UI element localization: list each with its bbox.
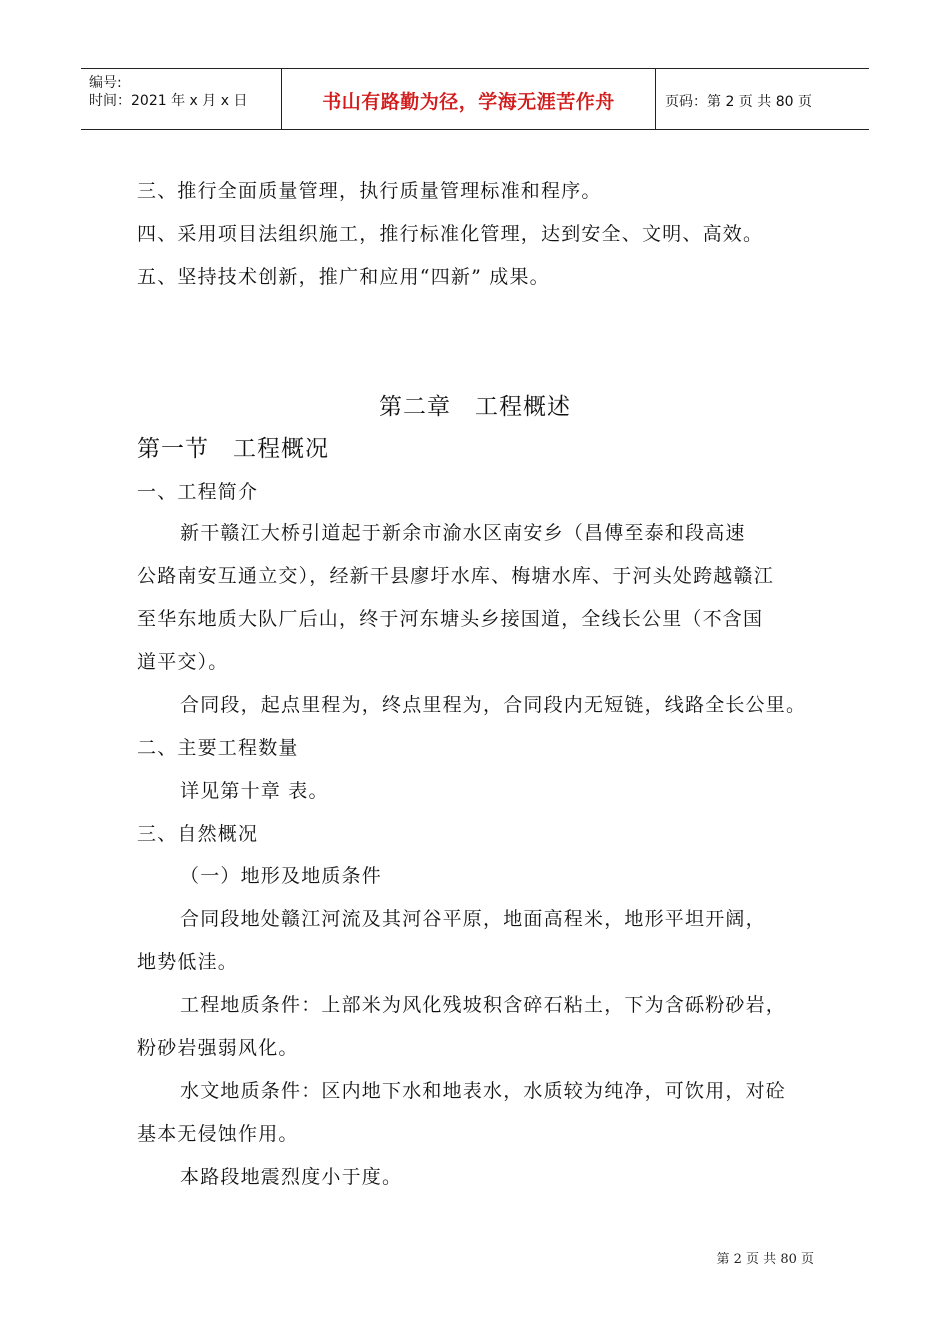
paragraph-line: 本路段地震烈度小于度。 xyxy=(180,1166,403,1188)
header-motto-cell xyxy=(281,69,656,129)
page-footer: 第 2 页 共 80 页 xyxy=(716,1252,814,1267)
document-header xyxy=(81,68,869,130)
paragraph-line: 地势低洼。 xyxy=(137,951,239,973)
heading-project-intro: 一、工程简介 xyxy=(137,481,259,503)
paragraph-line: 合同段，起点里程为，终点里程为，合同段内无短链，线路全长公里。 xyxy=(180,694,807,716)
intro-item: 三、推行全面质量管理，执行质量管理标准和程序。 xyxy=(137,180,602,202)
header-motto: 书山有路勤为径，学海无涯苦作舟 xyxy=(322,91,615,113)
paragraph-line: 工程地质条件：上部米为风化残坡积含碎石粘土，下为含砾粉砂岩， xyxy=(180,994,787,1016)
paragraph-line: 合同段地处赣江河流及其河谷平原，地面高程米，地形平坦开阔， xyxy=(180,908,766,930)
intro-item: 四、采用项目法组织施工，推行标准化管理，达到安全、文明、高效。 xyxy=(137,223,764,245)
paragraph-line: 道平交）。 xyxy=(137,651,229,673)
subheading-terrain-geology: （一）地形及地质条件 xyxy=(180,865,383,887)
paragraph-line: 公路南安互通立交），经新干县廖圩水库、梅塘水库、于河头处跨越赣江 xyxy=(137,565,774,587)
header-page-code: 页码：第 2 页 共 80 页 xyxy=(665,94,812,110)
intro-item: 五、坚持技术创新，推广和应用“四新” 成果。 xyxy=(137,266,550,288)
paragraph-line: 水文地质条件：区内地下水和地表水，水质较为纯净，可饮用，对砼 xyxy=(180,1080,787,1102)
header-page-cell xyxy=(655,69,869,129)
heading-natural-conditions: 三、自然概况 xyxy=(137,823,259,845)
chapter-title: 第二章 工程概述 xyxy=(379,394,571,420)
paragraph-line: 详见第十章 表。 xyxy=(180,780,329,802)
document-time-label: 时间：2021 年 x 月 x 日 xyxy=(89,93,248,109)
paragraph-line: 粉砂岩强弱风化。 xyxy=(137,1037,299,1059)
header-meta-cell xyxy=(81,69,281,129)
paragraph-line: 至华东地质大队厂后山，终于河东塘头乡接国道，全线长公里（不含国 xyxy=(137,608,764,630)
heading-quantities: 二、主要工程数量 xyxy=(137,737,299,759)
paragraph-line: 新干赣江大桥引道起于新余市渝水区南安乡（昌傅至泰和段高速 xyxy=(180,522,746,544)
section-title: 第一节 工程概况 xyxy=(137,436,329,462)
document-code-label: 编号: xyxy=(89,75,122,91)
paragraph-line: 基本无侵蚀作用。 xyxy=(137,1123,299,1145)
